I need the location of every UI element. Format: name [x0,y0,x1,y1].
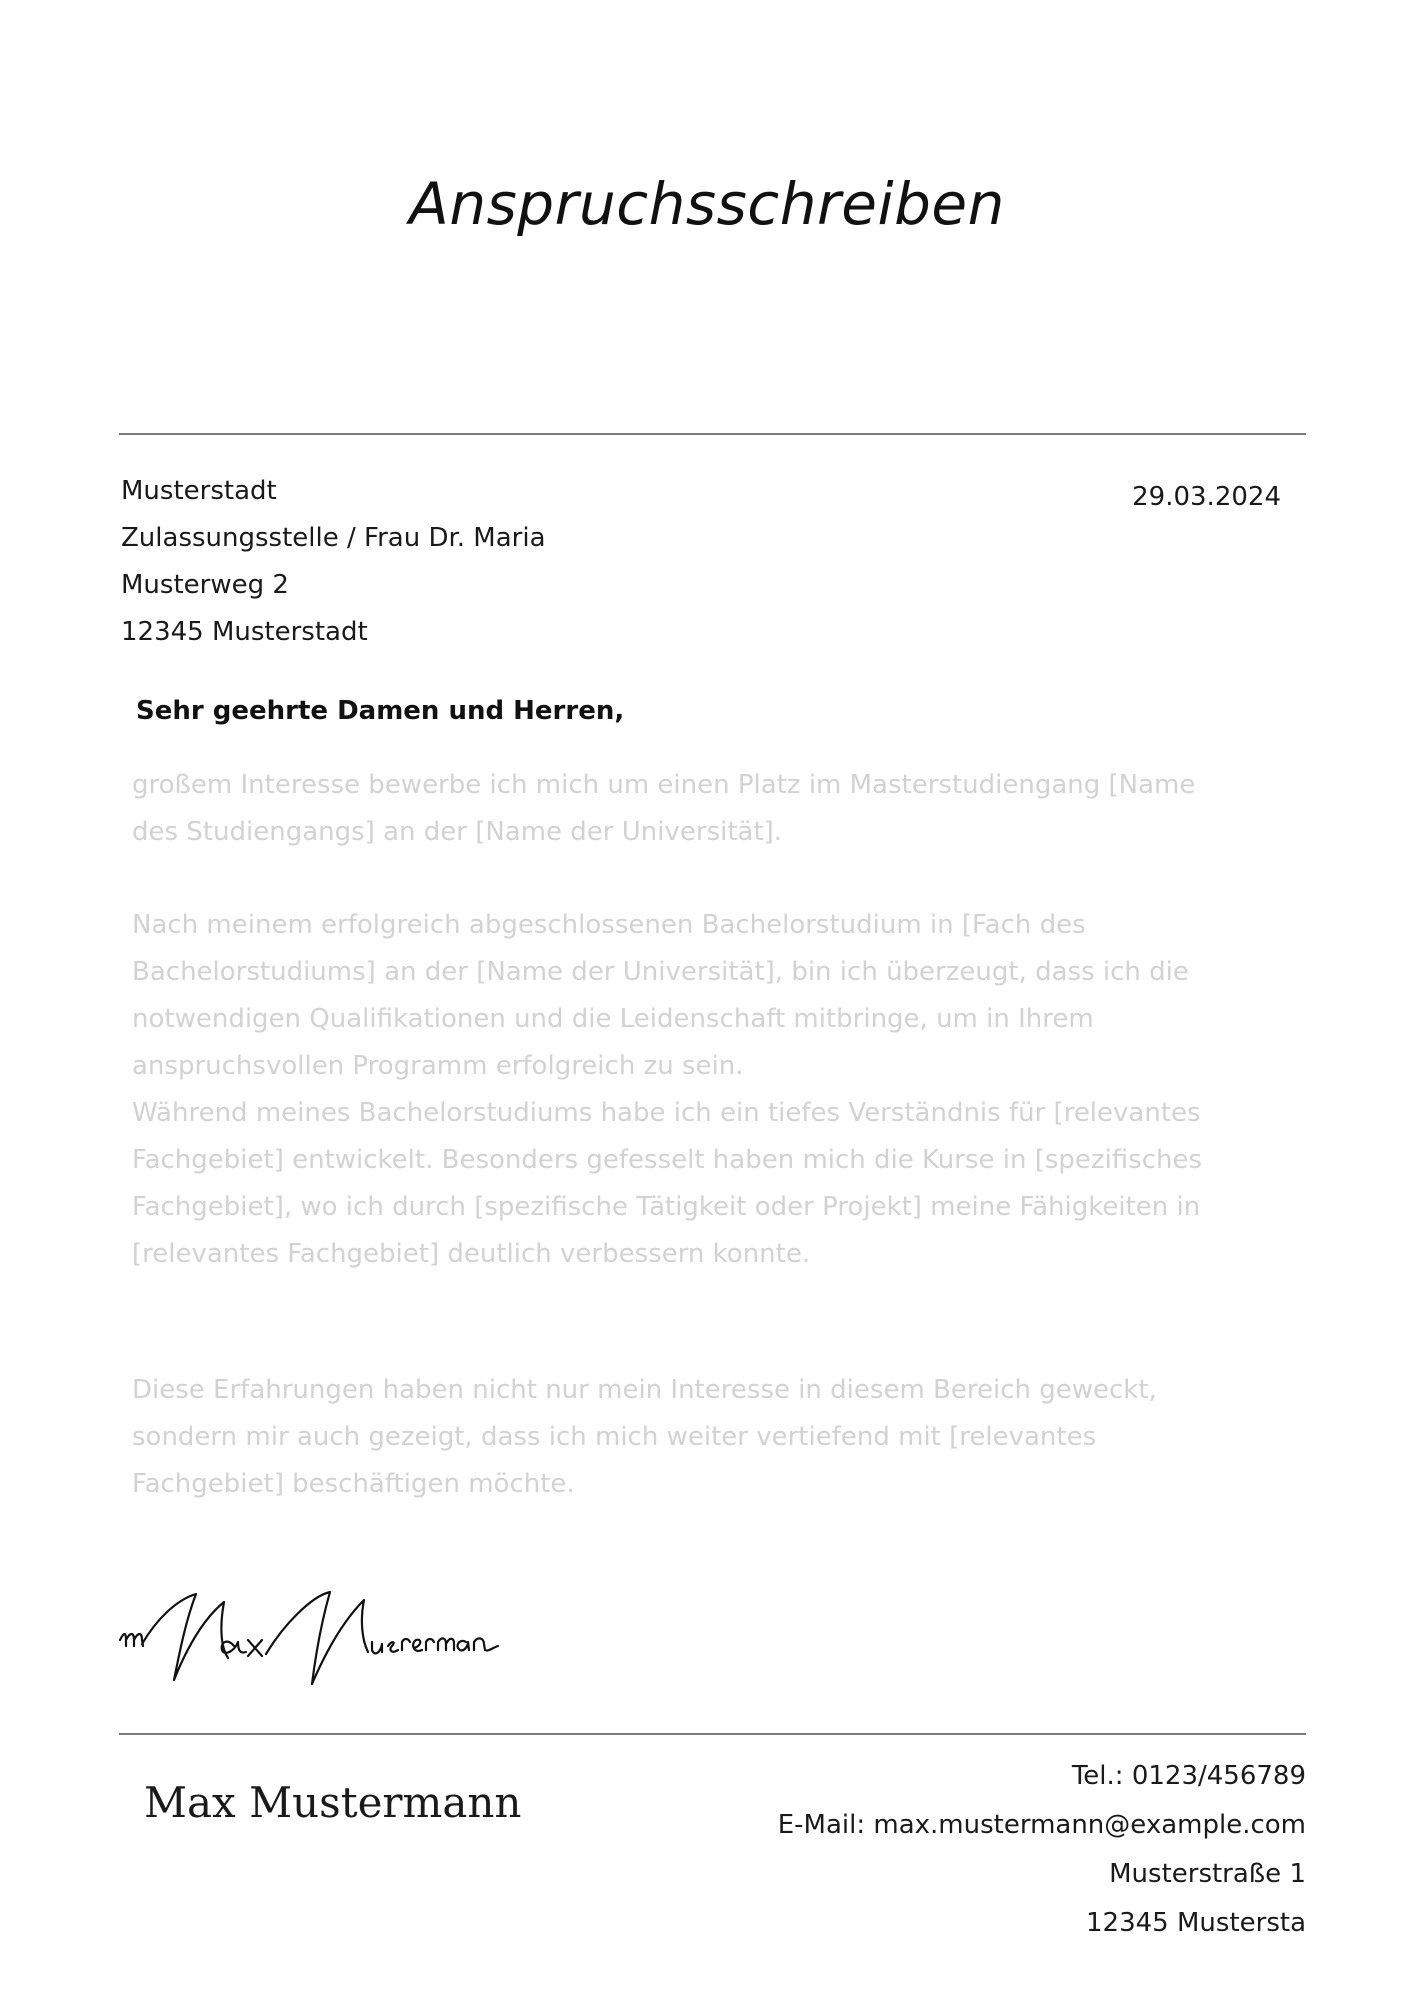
body-paragraph-1: großem Interesse bewerbe ich mich um einen Platz im Masterstudiengang [Name des Studiengangs] an der [Name der Universität]. [132,770,1196,847]
sender-name: Max Mustermann [144,1778,522,1827]
body-paragraph-2: Nach meinem erfolgreich abgeschlossenen Bachelorstudium in [Fach des Bachelorstudiums] an der [Name der Universität], bin ich überzeugt, dass ich die notwendigen Qualifikationen und die Leidenschaft mitbringe, um in Ihrem anspruchsvollen Programm erfolgreich zu sein. Während meines Bachelorstudiums habe ich ein tiefes Verständnis für [relevantes Fachgebiet] entwickelt. Besonders gefesselt haben mich die Kurse in [spezifisches Fachgebiet], wo ich durch [spezifische Tätigkeit oder Projekt] meine Fähigkeiten in [relevantes Fachgebiet] deutlich verbessern konnte. [132,910,1203,1269]
footer-divider [119,1733,1306,1735]
document-title: Anspruchsschreiben [409,170,1005,238]
salutation: Sehr geehrte Damen und Herren, [136,696,625,726]
recipient-line-office: Zulassungsstelle / Frau Dr. Maria [121,523,546,553]
body-paragraph-3: Diese Erfahrungen haben nicht nur mein Interesse in diesem Bereich geweckt, sondern mir auch gezeigt, dass ich mich weiter vertiefend mit [relevantes Fachgebiet] beschäftigen möchte. [132,1375,1157,1499]
sender-contact [778,1752,1306,1948]
sender-phone: Tel.: 0123/456789 [1071,1761,1306,1791]
letter-date: 29.03.2024 [1132,482,1281,512]
recipient-address [121,468,546,656]
handwritten-signature [116,1580,506,1690]
recipient-line-city: Musterstadt [121,476,277,506]
recipient-line-postal: 12345 Musterstadt [121,617,368,647]
sender-city: 12345 Mustersta [1086,1908,1306,1938]
sender-street: Musterstraße 1 [1109,1859,1306,1889]
sender-email: E-Mail: max.mustermann@example.com [777,1810,1306,1840]
header-divider [119,433,1306,435]
recipient-line-street: Musterweg 2 [121,570,289,600]
